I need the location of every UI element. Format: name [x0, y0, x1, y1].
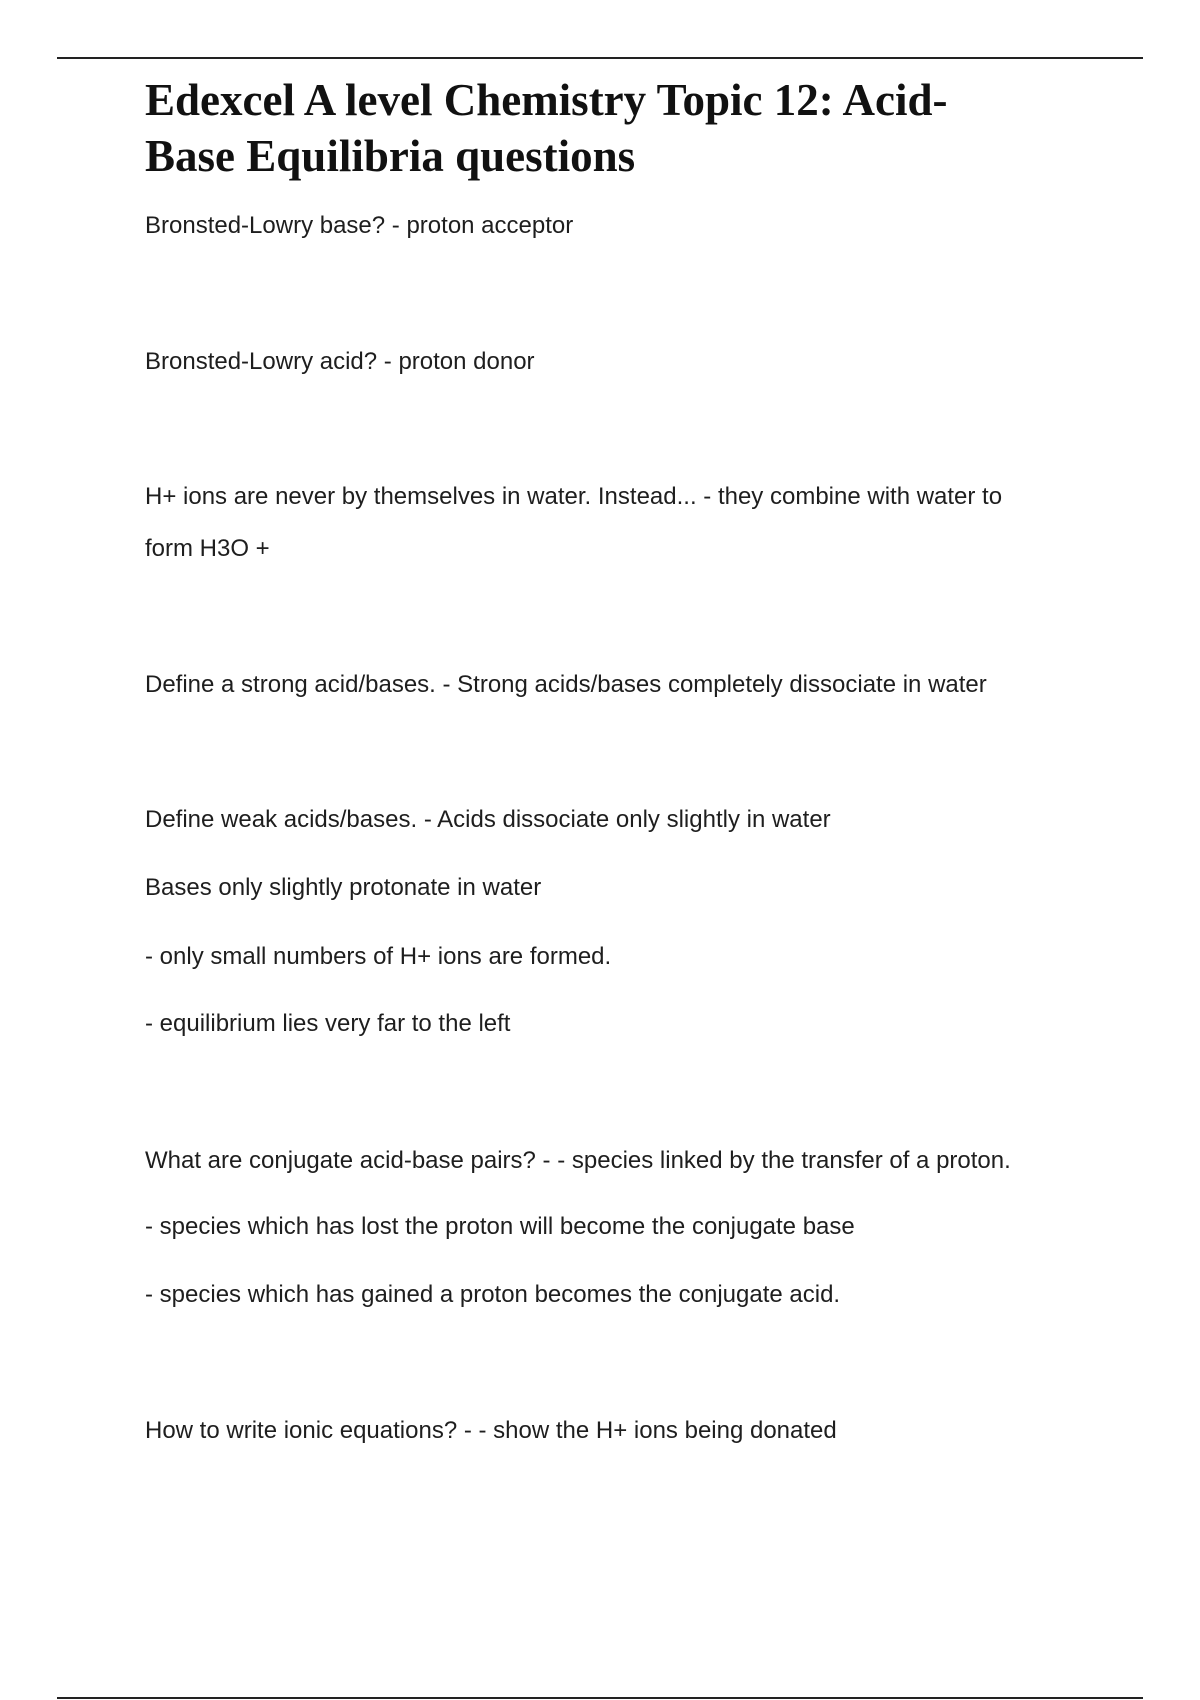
qa-line: How to write ionic equations? - - show the H+ ions being donated [145, 1417, 837, 1444]
title-line-1: Edexcel A level Chemistry Topic 12: Acid- [145, 75, 948, 125]
qa-line: form H3O + [145, 535, 270, 562]
qa-line: H+ ions are never by themselves in water. Instead... - they combine with water to [145, 483, 1003, 510]
qa-line: Bronsted-Lowry base? - proton acceptor [145, 212, 574, 239]
top-rule [57, 57, 1143, 59]
qa-line: - only small numbers of H+ ions are formed. [145, 943, 612, 970]
qa-line: - species which has gained a proton becomes the conjugate acid. [145, 1281, 841, 1308]
document-title [145, 72, 1105, 184]
bottom-rule [57, 1697, 1143, 1699]
qa-line: Bases only slightly protonate in water [145, 874, 542, 901]
qa-line: Define weak acids/bases. - Acids dissociate only slightly in water [145, 806, 831, 833]
qa-line: - species which has lost the proton will become the conjugate base [145, 1213, 855, 1240]
title-line-2: Base Equilibria questions [145, 131, 636, 181]
qa-line: Bronsted-Lowry acid? - proton donor [145, 348, 535, 375]
qa-line: What are conjugate acid-base pairs? - - species linked by the transfer of a proton. [145, 1147, 1011, 1174]
qa-line: - equilibrium lies very far to the left [145, 1010, 511, 1037]
qa-line: Define a strong acid/bases. - Strong acids/bases completely dissociate in water [145, 671, 987, 698]
document-body [145, 72, 1105, 1444]
